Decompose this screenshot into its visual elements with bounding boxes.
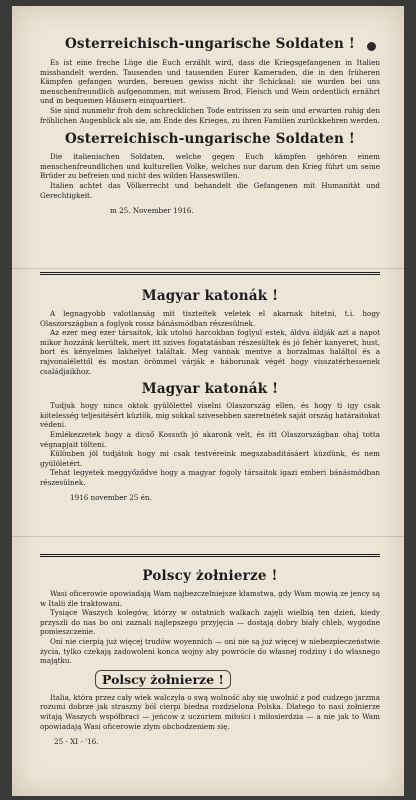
hungarian-paragraph-1: A legnagyobb valotlanság mit tiszteitek veletek el akarnak hitetni, t.i. hogy Olaszországban a foglyok rossz bánásmódban részesülnek.: [40, 309, 380, 328]
polish-title-2-box: [40, 669, 380, 689]
polish-date: 25 - XI - '16.: [54, 737, 99, 747]
section-divider: [40, 554, 380, 557]
hungarian-paragraph-2: Az ezer meg ezer társaitok, kik utolsó harcokban foglyul estek, áldva áldják azt a napot mikor hozzánk kerültek, mert itt szives fogatatásban részesültek és jó fehér kanyeret, hust, bort és kényelmes lakhelyet találtak. Meg vannak mentve a borzalmas haláltol és a rajvonalélettől és mostan örömmel várják e háborunak végét hogy visszatérhessenek családjaikhoz.: [40, 328, 380, 376]
polish-paragraph-3: Oni nie cierpią już więcej trudów woyennich — oni nie są już więcej w niebezpieczeństwie życia, tylko czekają zadowoleni konca wojny aby powrócie do własnej rodziny i do własnego majątku.: [40, 636, 380, 666]
polish-title: Polscy żołnierze !: [142, 568, 278, 584]
german-date: m 25. November 1916.: [110, 206, 194, 216]
hungarian-date: 1916 november 25 én.: [70, 492, 152, 502]
hungarian-section: [40, 288, 380, 502]
hungarian-title-2: Magyar katonák !: [141, 381, 279, 398]
german-paragraph-3: Die italienischen Soldaten, welche gegen Euch kämpfen gehören einem menschenfreundlichen und kulturellen Volke, welches nur darum den Krieg führt um seine Brüder zu befreien und nicht des wilden Hasseswillen.: [40, 152, 380, 181]
german-title: Osterreichisch-ungarische Soldaten !: [64, 36, 356, 52]
polish-paragraph-2: Tysiące Waszych kolegów, którzy w ostatnich walkach zajęli wielbią ten dzień, kiedy przyszli do nas bo oni zaznali najlepszego przyjęcia — dostają dobry biały chleb, wygodne pomieszczenie.: [40, 608, 380, 637]
hungarian-paragraph-5: Különben jól tudjátok hogy mi csak testvéreink megszabaditásáert küzdünk, és nem gyülöletért.: [40, 449, 380, 468]
german-paragraph-1: Es ist eine freche Lüge die Euch erzählt wird, dass die Kriegsgefangenen in Italien misshandelt werden. Tausenden und tausenden Eurer Kameraden, die in den früheren Kämpfen gefangen wurden, bereuen gewiss nicht ihr Schicksal: sie wurden bei uns menschenfreundlich aufgenommen, mit weissem Brod, Fleisch und Wein ordentlich ernährt und in bequemen Häusern einquartiert.: [40, 58, 380, 106]
polish-section: [40, 568, 380, 747]
polish-title-2: Polscy żołnierze !: [95, 670, 231, 689]
german-section: [40, 36, 380, 216]
german-paragraph-4: Italien achtet das Völkerrecht und behandelt die Gefangenen mit Humanität und Gerechtigkeit.: [40, 180, 380, 200]
fold-crease: [12, 536, 404, 537]
hungarian-title: Magyar katonák !: [141, 288, 279, 304]
german-paragraph-2: Sie sind nunmehr froh dem schrecklichen Tode entrissen zu sein und erwarten ruhig den fröhlichen Augenblick als sie, am Ende des Krieges, zu ihren Familien zurückkehren werden.: [40, 105, 380, 125]
hungarian-paragraph-3: Tudjuk hogy nincs oktok gyülölettel viselni Olaszország ellen, és hogy ti igy csak kötelesség teljesitésért küztök, mig sokkal szivesebben szeretnétek saját ország határaitokat védeni.: [40, 401, 380, 430]
leaflet-paper: [12, 6, 404, 796]
polish-paragraph-1: Wasi oficerowie opowiadają Wam najbezczelniejsze kłamstwa, gdy Wam mowią ze jency są w Italii źle traktowani.: [40, 589, 380, 608]
german-title-2: Osterreichisch-ungarische Soldaten !: [64, 131, 356, 148]
polish-paragraph-4: Italia, która przez cały wiek walczyła o swą wolność aby się uwolnić z pod cudzego jarzma rozumi dobrze jak straszny ból cierpi biedna rozdzielona Polska. Dlatego to nasi żołnierze witają Waszych współbraci — jeńcow z uczuriem miłości i miłosierdzia — a nie jak to Wam opowiadają Wasi oficerowie złym obchodzeniem się.: [40, 692, 380, 731]
hungarian-paragraph-4: Emlékezzetek hogy a dicső Kossuth jó akaronk velt, és itt Olaszországban ohaj totta végnapjait tölteni.: [40, 429, 380, 449]
hungarian-paragraph-6: Tehát legyetek meggyőződve hogy a magyar fogoly társaitok igazi emberi bánásmódban részesülnek.: [40, 468, 380, 487]
fold-crease: [12, 268, 404, 269]
section-divider: [40, 272, 380, 275]
